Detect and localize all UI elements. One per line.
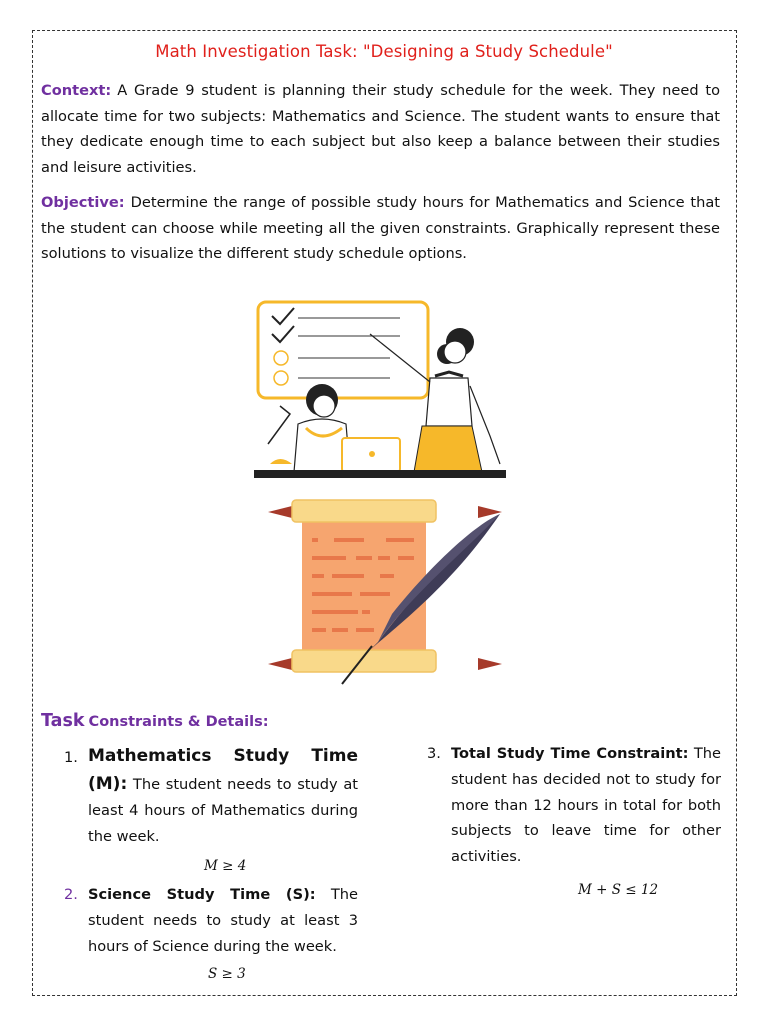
objective-label: Objective: xyxy=(41,194,125,211)
constraint-heading: Mathematics Study Time (M): xyxy=(88,746,358,794)
objective-paragraph xyxy=(41,190,720,267)
constraint-heading: Science Study Time (S): xyxy=(88,886,316,903)
scroll-quill-illustration xyxy=(262,494,508,690)
task-heading-sub: Constraints & Details: xyxy=(88,714,269,730)
constraint-text: The student needs to study at least 3 hours of Science during the week. xyxy=(88,886,358,955)
context-paragraph xyxy=(41,78,720,180)
task-heading-main: Task xyxy=(41,711,85,731)
constraint-item-total xyxy=(427,741,722,870)
constraint-heading: Total Study Time Constraint: xyxy=(451,745,689,762)
constraint-text: The student needs to study at least 4 hours of Mathematics during the week. xyxy=(88,776,358,845)
objective-text: Determine the range of possible study hours for Mathematics and Science that the student can choose while meeting all the given constraints. Graphically represent these solutions to visualize the different study schedule options. xyxy=(41,194,720,263)
page-title: Math Investigation Task: "Designing a Study Schedule" xyxy=(155,42,613,61)
constraint-number: 1. xyxy=(64,749,78,766)
constraint-number: 2. xyxy=(64,886,78,903)
constraint-formula: M + S ≤ 12 xyxy=(578,882,659,898)
classroom-illustration xyxy=(250,296,512,482)
constraint-item-science xyxy=(64,882,358,959)
constraint-item-math xyxy=(64,742,358,850)
context-text: A Grade 9 student is planning their study schedule for the week. They need to allocate time for two subjects: Mathematics and Science. The student wants to ensure that they dedicate enough time to each subject but also keep a balance between their studies and leisure activities. xyxy=(41,82,720,176)
constraint-formula: S ≥ 3 xyxy=(208,966,246,982)
task-heading xyxy=(41,711,269,731)
context-label: Context: xyxy=(41,82,112,99)
constraint-number: 3. xyxy=(427,745,441,762)
constraint-text: The student has decided not to study for more than 12 hours in total for both subjects to leave time for other activities. xyxy=(451,745,722,866)
constraint-formula: M ≥ 4 xyxy=(204,858,247,874)
